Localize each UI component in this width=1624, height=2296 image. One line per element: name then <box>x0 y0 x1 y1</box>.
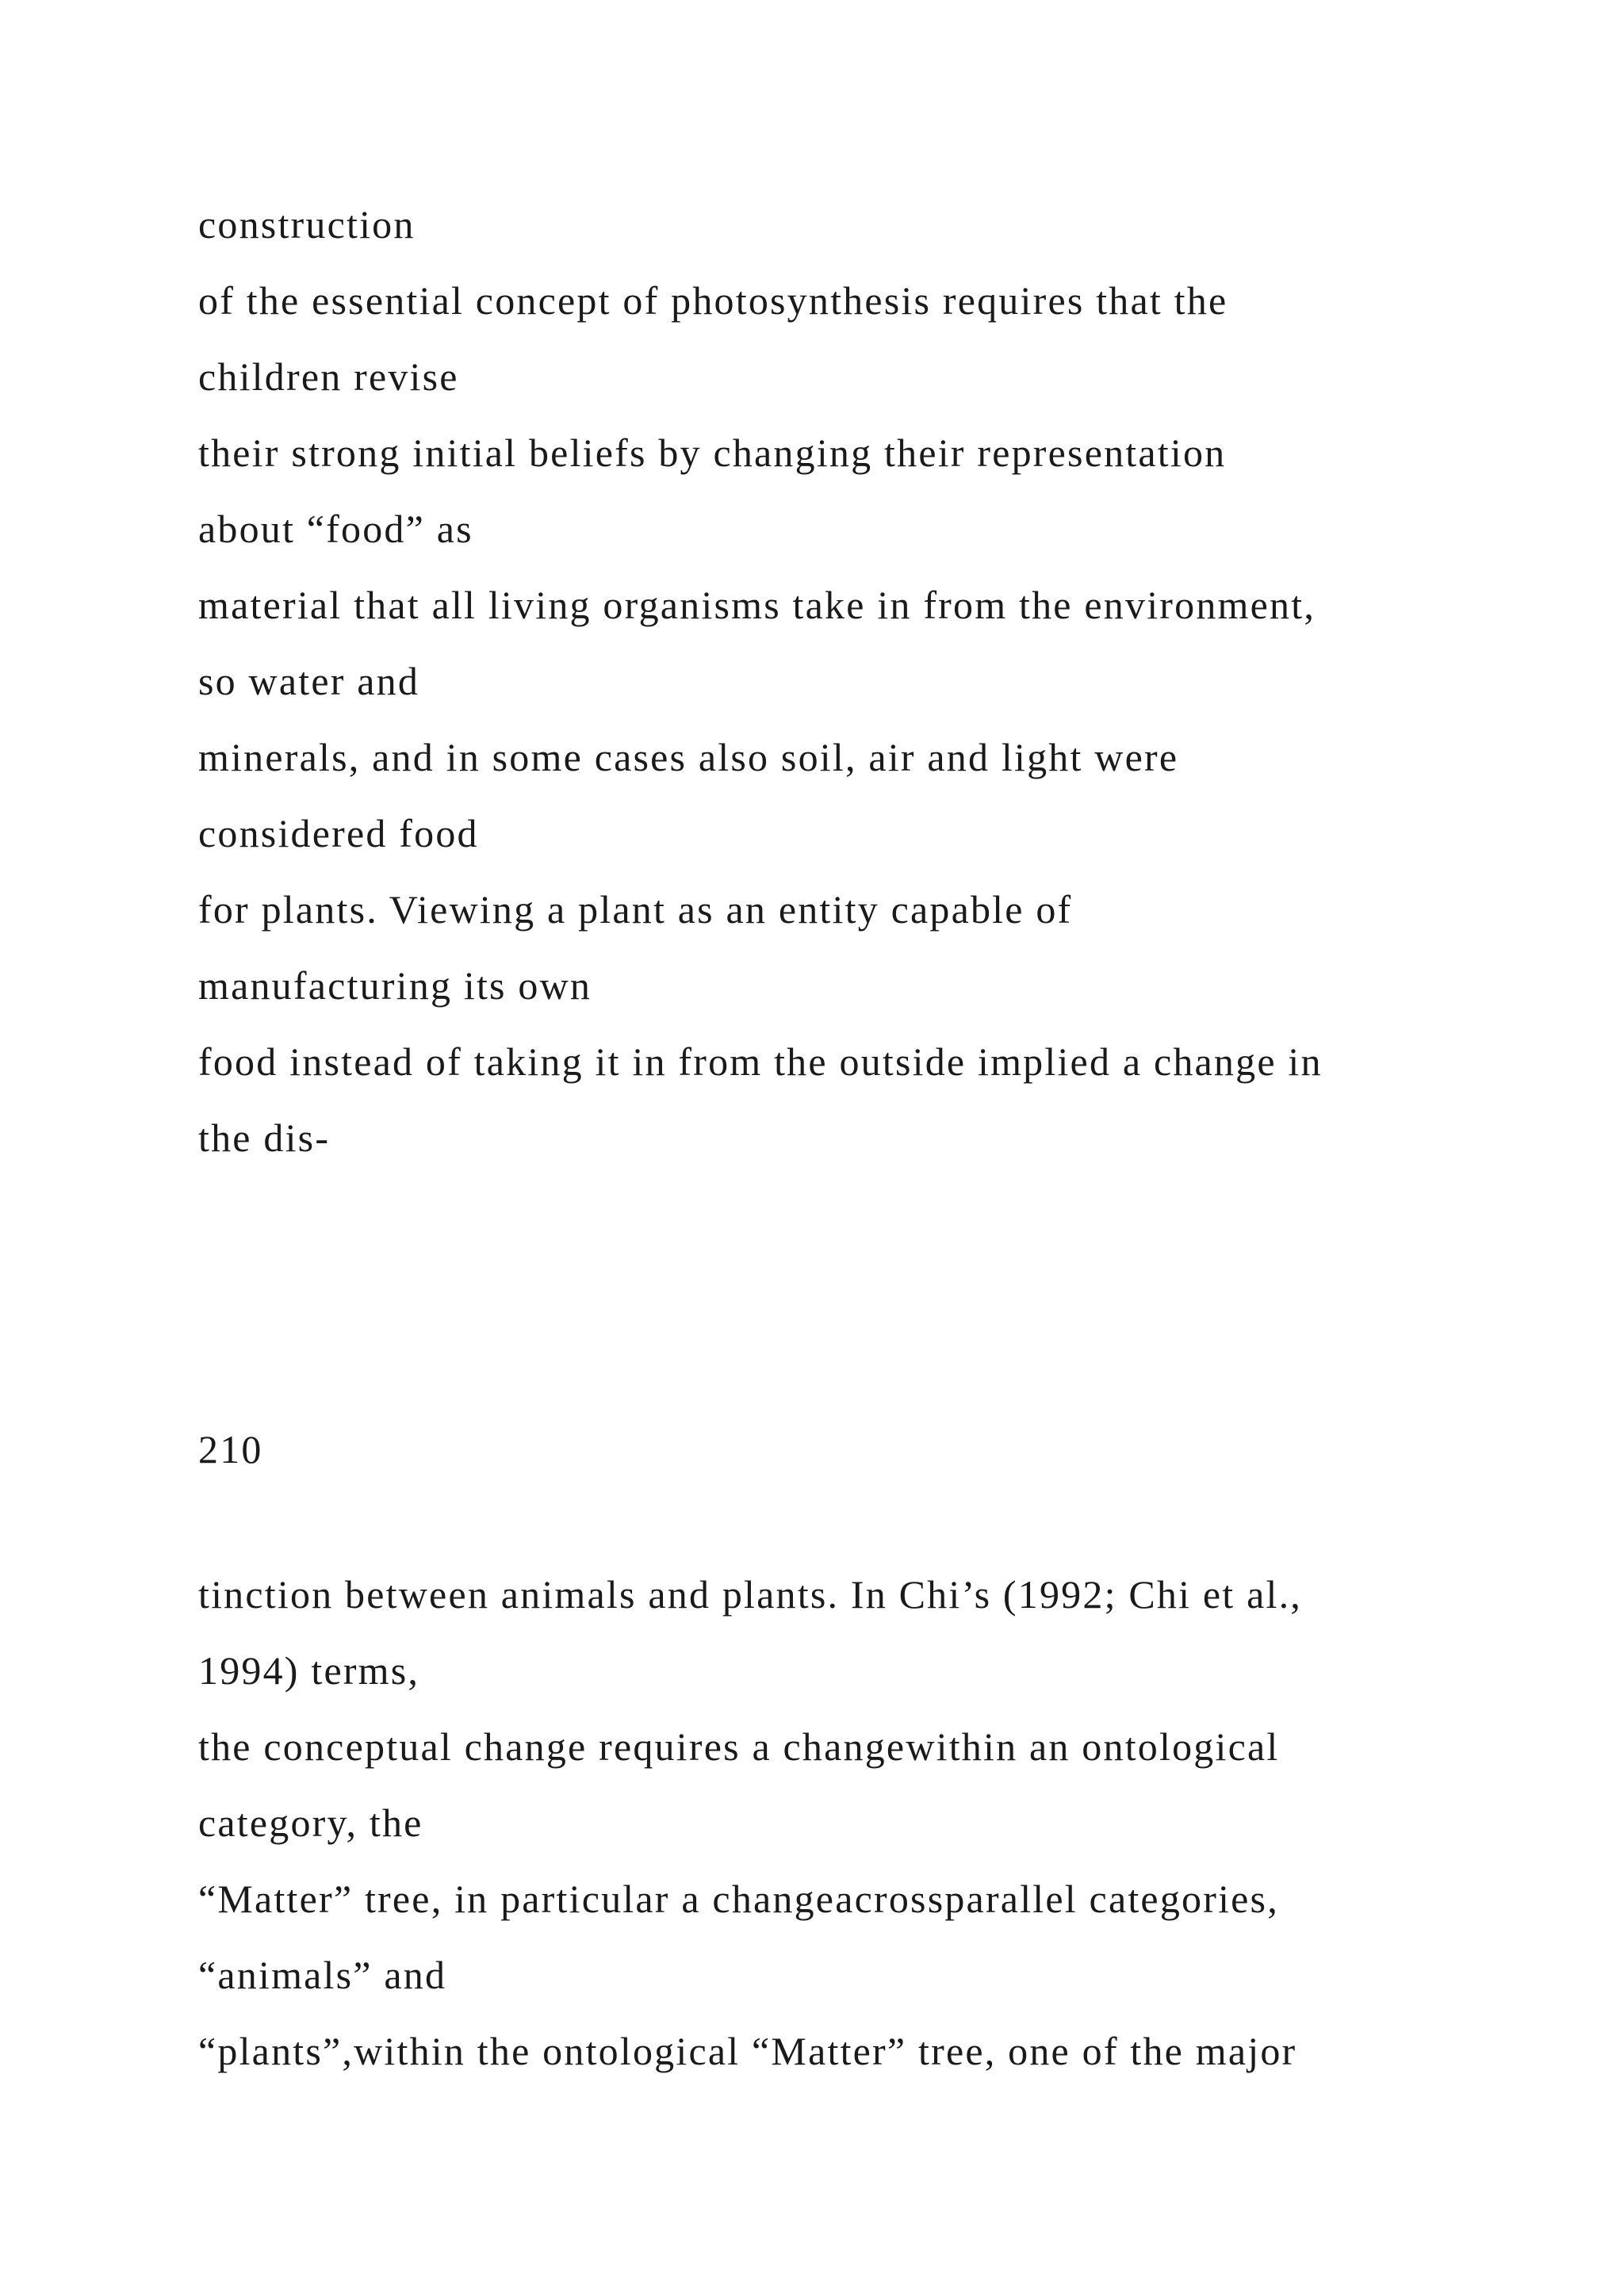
text-line: “animals” and <box>198 1953 447 1997</box>
paragraph-before-page-break <box>198 186 1546 1176</box>
text-line: about “food” as <box>198 507 473 551</box>
text-line: category, the <box>198 1800 423 1845</box>
text-line: construction <box>198 202 416 247</box>
text-line: manufacturing its own <box>198 963 592 1008</box>
text-line: “plants”,within the ontological “Matter” tree, one of the major <box>198 2029 1297 2073</box>
text-line: children revise <box>198 354 459 399</box>
text-line: the dis- <box>198 1115 331 1160</box>
text-line: considered food <box>198 811 479 855</box>
text-line: 1994) terms, <box>198 1648 420 1693</box>
text-line: of the essential concept of photosynthesis requires that the <box>198 278 1228 323</box>
text-line: tinction between animals and plants. In Chi’s (1992; Chi et al., <box>198 1572 1302 1617</box>
text-line: their strong initial beliefs by changing their representation <box>198 430 1227 475</box>
text-line: minerals, and in some cases also soil, air and light were <box>198 735 1179 779</box>
text-line: food instead of taking it in from the outside implied a change in <box>198 1039 1323 1084</box>
text-line: the conceptual change requires a changewithin an ontological <box>198 1724 1280 1769</box>
page-number: 210 <box>198 1427 263 1471</box>
text-line: “Matter” tree, in particular a changeacrossparallel categories, <box>198 1877 1279 1921</box>
text-line: for plants. Viewing a plant as an entity capable of <box>198 887 1073 932</box>
text-line: so water and <box>198 659 420 703</box>
text-line: material that all living organisms take in from the environment, <box>198 583 1316 627</box>
paragraph-after-page-break <box>198 1556 1546 2089</box>
